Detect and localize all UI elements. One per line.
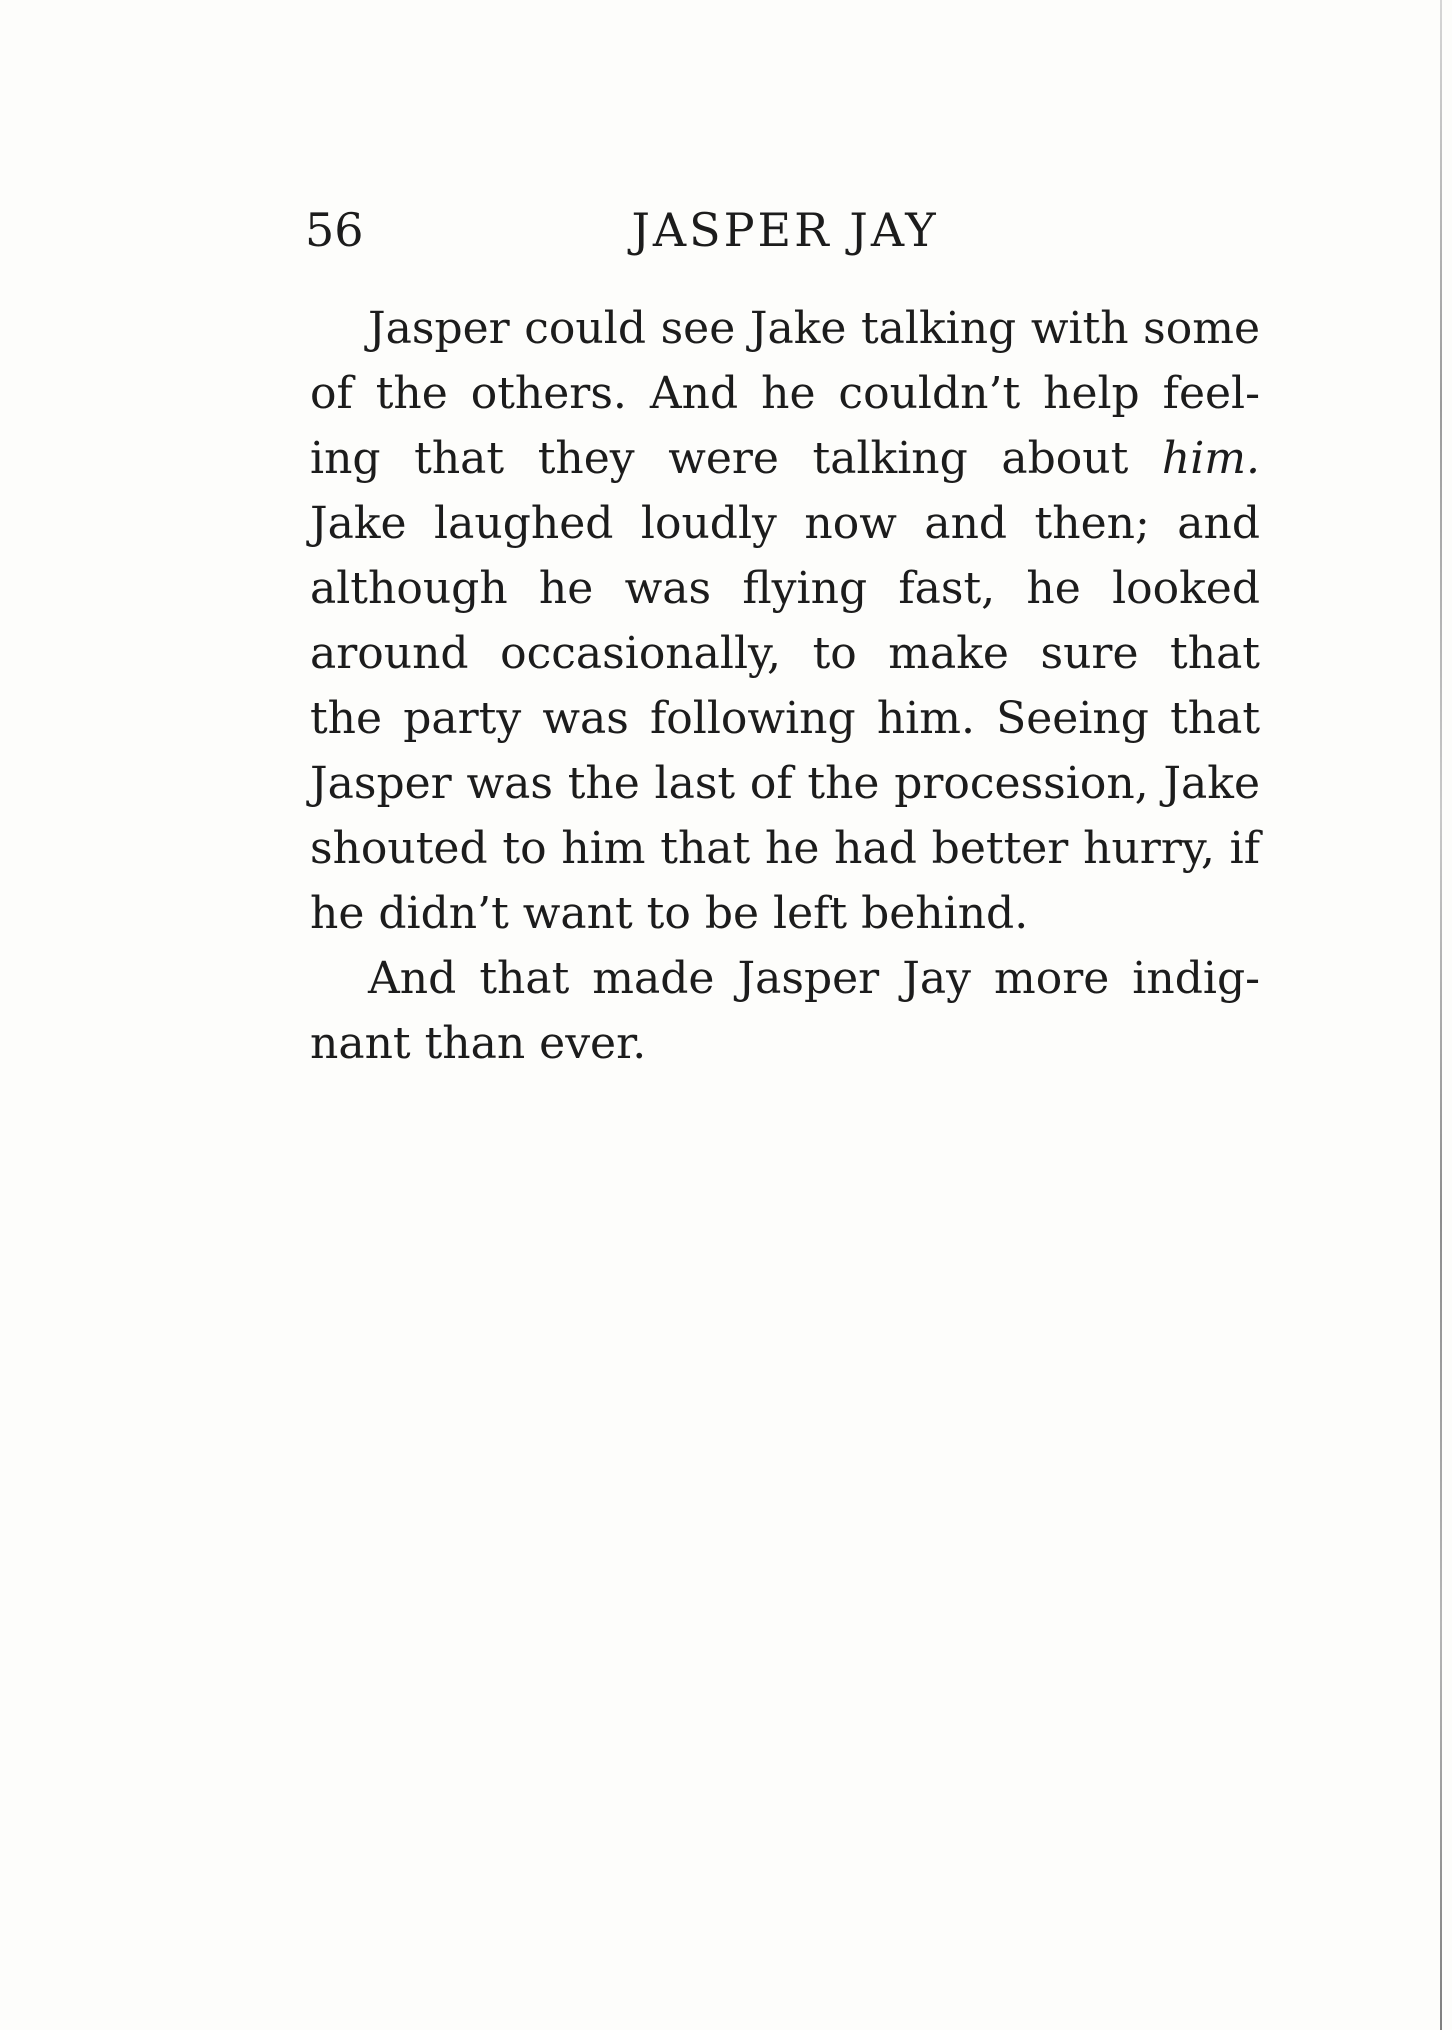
text-line: Jasper could see Jake talking with some: [368, 303, 1260, 354]
page-edge-shadow: [1440, 0, 1442, 2030]
text-line: Jasper was the last of the procession, Jake: [310, 758, 1260, 809]
page-header: [305, 200, 1259, 260]
body-text: [310, 296, 1260, 1076]
text-line: the party was following him. Seeing that: [310, 693, 1260, 744]
text-line: around occasionally, to make sure that: [310, 628, 1260, 679]
text-line: he didn’t want to be left behind.: [310, 888, 1029, 939]
text-line-part: ing that they were talking about: [310, 433, 1162, 484]
paragraph: [310, 946, 1260, 1076]
text-line: Jake laughed loudly now and then; and: [310, 498, 1260, 549]
text-line: And that made Jasper Jay more indig-: [368, 953, 1260, 1004]
paragraph: [310, 296, 1260, 946]
text-line: although he was flying fast, he looked: [310, 563, 1260, 614]
text-line: [310, 426, 1260, 491]
text-line: shouted to him that he had better hurry, if: [310, 823, 1260, 874]
emphasized-word: him.: [1161, 433, 1260, 484]
page-number: 56: [305, 203, 364, 257]
text-line: nant than ever.: [310, 1018, 647, 1069]
running-title: JASPER JAY: [631, 203, 939, 257]
text-line: of the others. And he couldn’t help feel-: [310, 368, 1260, 419]
